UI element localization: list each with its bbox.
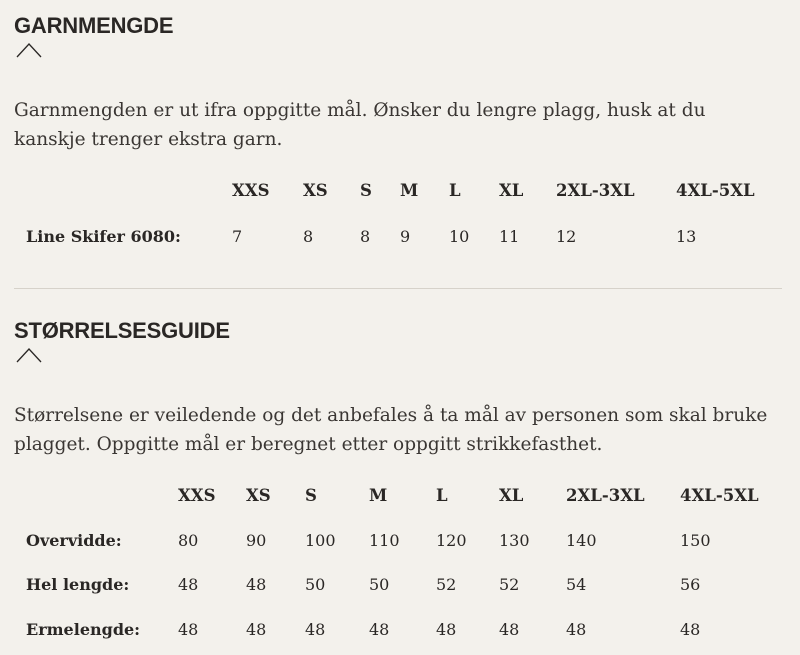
sizeguide-size-header: 4XL-5XL: [680, 486, 759, 505]
yarn-size-header: L: [449, 181, 461, 200]
sizeguide-row-label: Overvidde:: [26, 531, 122, 550]
sizeguide-size-header: XL: [499, 486, 524, 505]
sizeguide-cell: 50: [369, 575, 390, 594]
sizeguide-size-header: L: [436, 486, 448, 505]
sizeguide-cell: 54: [566, 575, 587, 594]
yarn-size-header: S: [360, 181, 372, 200]
yarn-cell: 13: [676, 227, 697, 246]
yarn-description: Garnmengden er ut ifra oppgitte mål. Ønsker du lengre plagg, husk at du kanskje trenger ekstra garn.: [14, 100, 706, 150]
sizeguide-cell: 56: [680, 575, 701, 594]
chevron-up-icon[interactable]: [16, 42, 42, 58]
section-divider: [14, 288, 782, 289]
sizeguide-row-label: Hel lengde:: [26, 575, 130, 594]
yarn-cell: 8: [360, 227, 371, 246]
sizeguide-size-header: XS: [246, 486, 271, 505]
sizeguide-cell: 110: [369, 531, 400, 550]
yarn-cell: 12: [556, 227, 577, 246]
yarn-section-title[interactable]: GARNMENGDE: [14, 13, 174, 38]
sizeguide-cell: 48: [246, 620, 267, 639]
yarn-cell: 10: [449, 227, 470, 246]
sizeguide-cell: 130: [499, 531, 530, 550]
sizeguide-cell: 48: [680, 620, 701, 639]
sizeguide-cell: 52: [436, 575, 457, 594]
sizeguide-cell: 48: [499, 620, 520, 639]
yarn-size-header: XS: [303, 181, 328, 200]
sizeguide-cell: 48: [566, 620, 587, 639]
yarn-cell: 7: [232, 227, 243, 246]
sizeguide-cell: 120: [436, 531, 467, 550]
sizeguide-cell: 48: [178, 620, 199, 639]
yarn-size-header: M: [400, 181, 419, 200]
sizeguide-cell: 140: [566, 531, 597, 550]
sizeguide-description: Størrelsene er veiledende og det anbefales å ta mål av personen som skal bruke plagget. Oppgitte mål er beregnet etter oppgitt strikkefasthet.: [14, 405, 768, 455]
sizeguide-size-header: M: [369, 486, 388, 505]
yarn-cell: 11: [499, 227, 520, 246]
yarn-size-header: XL: [499, 181, 524, 200]
yarn-size-header: 4XL-5XL: [676, 181, 755, 200]
sizeguide-size-header: XXS: [178, 486, 216, 505]
sizeguide-cell: 48: [436, 620, 457, 639]
sizeguide-cell: 48: [246, 575, 267, 594]
sizeguide-size-header: S: [305, 486, 317, 505]
sizeguide-cell: 48: [369, 620, 390, 639]
yarn-row-label: Line Skifer 6080:: [26, 227, 181, 246]
chevron-up-icon[interactable]: [16, 347, 42, 363]
sizeguide-cell: 52: [499, 575, 520, 594]
sizeguide-cell: 90: [246, 531, 267, 550]
yarn-size-header: XXS: [232, 181, 270, 200]
sizeguide-row-label: Ermelengde:: [26, 620, 141, 639]
yarn-cell: 8: [303, 227, 314, 246]
sizeguide-cell: 80: [178, 531, 199, 550]
sizeguide-cell: 100: [305, 531, 336, 550]
sizeguide-cell: 50: [305, 575, 326, 594]
sizeguide-cell: 48: [305, 620, 326, 639]
yarn-cell: 9: [400, 227, 411, 246]
sizeguide-section-title[interactable]: STØRRELSESGUIDE: [14, 318, 230, 343]
sizeguide-cell: 48: [178, 575, 199, 594]
sizeguide-cell: 150: [680, 531, 711, 550]
yarn-size-header: 2XL-3XL: [556, 181, 635, 200]
sizeguide-size-header: 2XL-3XL: [566, 486, 645, 505]
